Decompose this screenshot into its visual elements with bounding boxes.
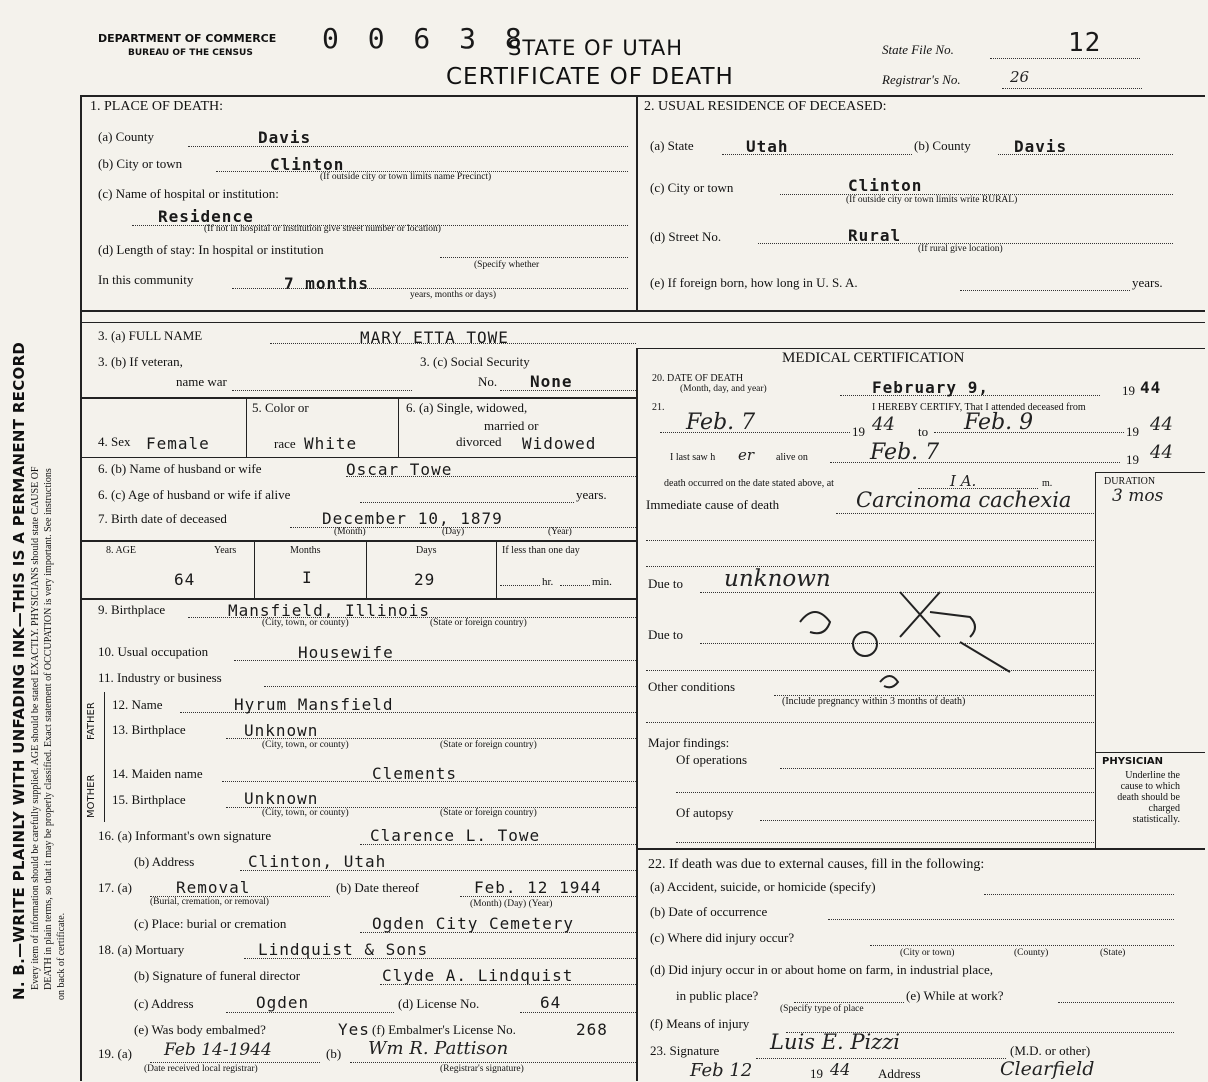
md-label: (M.D. or other) <box>1010 1043 1091 1058</box>
mortuary-address-label: (c) Address <box>134 996 194 1011</box>
from-year-prefix: 19 <box>852 424 865 439</box>
handwritten-scribble <box>780 582 1040 692</box>
embalmed-label: (e) Was body embalmed? <box>134 1022 266 1037</box>
pod-city-note: (If outside city or town limits name Precinct) <box>320 172 492 182</box>
external-title: 22. If death was due to external causes, fill in the following: <box>648 857 985 872</box>
age-years-header: Years <box>214 545 237 556</box>
res-street-label: (d) Street No. <box>650 229 722 244</box>
father-bp-value: Unknown <box>244 721 319 740</box>
age-label: 8. AGE <box>106 545 136 556</box>
registrar-a-label: 19. (a) <box>98 1046 132 1061</box>
funeral-director-value: Clyde A. Lindquist <box>382 966 574 985</box>
to-year-prefix: 19 <box>1126 424 1139 439</box>
full-name-label: 3. (a) FULL NAME <box>98 328 203 343</box>
registrar-note-a: (Date received local registrar) <box>144 1064 258 1074</box>
age-months-header: Months <box>290 545 321 556</box>
birthplace-label: 9. Birthplace <box>98 602 166 617</box>
res-street-value: Rural <box>848 226 902 245</box>
mother-maiden-label: 14. Maiden name <box>112 766 203 781</box>
age-months-value: I <box>302 568 313 587</box>
due-to-2-label: Due to <box>648 627 684 642</box>
external-d-label-2: in public place? <box>676 988 759 1003</box>
embalmer-license-value: 268 <box>576 1020 608 1039</box>
age-less-header: If less than one day <box>502 545 580 556</box>
full-name-value: MARY ETTA TOWE <box>360 328 509 347</box>
registrar-note-b: (Registrar's signature) <box>440 1064 524 1074</box>
res-foreign-label: (e) If foreign born, how long in U. S. A. <box>650 275 858 290</box>
father-bp-note-2: (State or foreign country) <box>440 740 537 750</box>
color-label: 5. Color or <box>252 400 309 415</box>
informant-address-value: Clinton, Utah <box>248 852 387 871</box>
pod-stay-label: (d) Length of stay: In hospital or institution <box>98 242 324 257</box>
pod-community-value: 7 months <box>284 274 370 293</box>
mother-bp-label: 15. Birthplace <box>112 792 186 807</box>
marital-label: 6. (a) Single, widowed, <box>406 400 528 415</box>
pod-city-value: Clinton <box>270 155 345 174</box>
registrar-label: Registrar's No. <box>882 72 961 87</box>
registrar-date-value: Feb 14-1944 <box>164 1040 272 1060</box>
external-d-label: (d) Did injury occur in or about home on farm, in industrial place, <box>650 962 993 977</box>
signature-year: 44 <box>830 1060 851 1079</box>
alive-year: 44 <box>1150 442 1173 463</box>
last-saw-label: I last saw h <box>670 452 716 463</box>
age-days-header: Days <box>416 545 437 556</box>
medical-cert-title: MEDICAL CERTIFICATION <box>782 350 965 366</box>
physician-address: Clearfield <box>1000 1058 1095 1080</box>
registrar-signature: Wm R. Pattison <box>368 1038 509 1059</box>
father-bp-label: 13. Birthplace <box>112 722 186 737</box>
father-name-value: Hyrum Mansfield <box>234 695 394 714</box>
race-value: White <box>304 434 358 453</box>
certify-number: 21. <box>652 402 665 413</box>
birthplace-value: Mansfield, Illinois <box>228 601 431 620</box>
ss-value: None <box>530 372 573 391</box>
pod-hospital-label: (c) Name of hospital or institution: <box>98 186 279 201</box>
immediate-cause-value: Carcinoma cachexia <box>856 488 1072 512</box>
informant-address-label: (b) Address <box>134 854 195 869</box>
physician-note: Underline the cause to which death should be charged statistically. <box>1117 770 1180 825</box>
birth-note-year: (Year) <box>548 527 572 537</box>
duration-value: 3 mos <box>1112 486 1164 506</box>
external-a-label: (a) Accident, suicide, or homicide (specify) <box>650 879 876 894</box>
attended-to-value: Feb. 9 <box>964 410 1034 435</box>
instruction-line-3: on back of certificate. <box>56 912 67 1000</box>
external-e-label: (e) While at work? <box>906 988 1004 1003</box>
mother-maiden-value: Clements <box>372 764 458 783</box>
age-hr-label: hr. <box>542 576 554 588</box>
external-c-note-1: (City or town) <box>900 948 955 958</box>
sex-value: Female <box>146 434 210 453</box>
registrar-b-label: (b) <box>326 1046 342 1061</box>
burial-place-label: (c) Place: burial or cremation <box>134 916 287 931</box>
attended-to-label: to <box>918 424 929 439</box>
license-label: (d) License No. <box>398 996 480 1011</box>
mother-bp-note-2: (State or foreign country) <box>440 808 537 818</box>
due-to-1-label: Due to <box>648 576 684 591</box>
state-file-value: 12 <box>1068 28 1102 58</box>
pod-specify-note: (Specify whether <box>474 260 540 270</box>
mortuary-value: Lindquist & Sons <box>258 940 429 959</box>
external-f-label: (f) Means of injury <box>650 1016 750 1031</box>
birth-note-month: (Month) <box>334 527 366 537</box>
serial-number: 0 0 6 3 8 <box>322 22 528 55</box>
attended-from-year: 44 <box>872 414 895 435</box>
mother-side-label: MOTHER <box>86 774 97 818</box>
last-saw-her: er <box>738 446 755 464</box>
pod-hospital-note: (If not in hospital or institution give street number or location) <box>204 224 441 234</box>
bureau-label: BUREAU OF THE CENSUS <box>128 48 253 58</box>
license-value: 64 <box>540 993 562 1012</box>
due-to-1-value: unknown <box>724 566 831 592</box>
pod-county-label: (a) County <box>98 129 154 144</box>
state-file-label: State File No. <box>882 42 954 57</box>
certify-text: I HEREBY CERTIFY, That I attended deceased from <box>872 402 1086 413</box>
marital-label-3: divorced <box>456 434 502 449</box>
veteran-war-label: name war <box>176 374 227 389</box>
burial-place-value: Ogden City Cemetery <box>372 914 575 933</box>
external-d-note: (Specify type of place <box>780 1004 864 1014</box>
pod-county-value: Davis <box>258 128 312 147</box>
sig-year-prefix: 19 <box>810 1066 823 1081</box>
physician-signature: Luis E. Pizzi <box>770 1030 901 1054</box>
other-conditions-note: (Include pregnancy within 3 months of death) <box>782 696 966 707</box>
res-city-label: (c) City or town <box>650 180 734 195</box>
informant-label: 16. (a) Informant's own signature <box>98 828 272 843</box>
permanent-record-note: N. B.—WRITE PLAINLY WITH UNFADING INK—THIS IS A PERMANENT RECORD <box>10 341 28 1000</box>
res-state-label: (a) State <box>650 138 694 153</box>
instruction-line-1: Every item of information should be carefully supplied. AGE should be stated EXACTLY. PHYSICIANS should state CAUSE OF <box>30 466 41 990</box>
age-min-label: min. <box>592 576 612 588</box>
embalmer-license-label: (f) Embalmer's License No. <box>372 1022 516 1037</box>
state-title: STATE OF UTAH <box>508 36 684 60</box>
sex-label: 4. Sex <box>98 434 131 449</box>
pod-community-note: years, months or days) <box>410 290 497 300</box>
res-county-value: Davis <box>1014 137 1068 156</box>
external-c-label: (c) Where did injury occur? <box>650 930 795 945</box>
occupation-label: 10. Usual occupation <box>98 644 209 659</box>
burial-a-label: 17. (a) <box>98 880 132 895</box>
res-city-note: (If outside city or town limits write RURAL) <box>846 195 1018 205</box>
department-label: DEPARTMENT OF COMMERCE <box>98 32 277 45</box>
father-name-label: 12. Name <box>112 697 163 712</box>
marital-label-2: married or <box>484 418 539 433</box>
funeral-director-label: (b) Signature of funeral director <box>134 968 301 983</box>
occupation-value: Housewife <box>298 643 394 662</box>
res-state-value: Utah <box>746 137 789 156</box>
pod-hospital-value: Residence <box>158 207 254 226</box>
certificate-title: CERTIFICATE OF DEATH <box>446 64 734 90</box>
birthplace-note-2: (State or foreign country) <box>430 618 527 628</box>
birth-date-value: December 10, 1879 <box>322 509 503 528</box>
informant-value: Clarence L. Towe <box>370 826 541 845</box>
husband-age-years: years. <box>576 487 607 502</box>
duration-label: DURATION <box>1104 476 1156 487</box>
of-operations-label: Of operations <box>676 752 748 767</box>
res-city-value: Clinton <box>848 176 923 195</box>
embalmed-value: Yes <box>338 1020 370 1039</box>
res-county-label: (b) County <box>914 138 971 153</box>
industry-label: 11. Industry or business <box>98 670 222 685</box>
husband-value: Oscar Towe <box>346 460 453 479</box>
m-label: m. <box>1042 478 1053 489</box>
race-label: race <box>274 436 296 451</box>
alive-on-label: alive on <box>776 452 808 463</box>
external-c-note-2: (County) <box>1014 948 1049 958</box>
dod-year-value: 44 <box>1140 378 1162 397</box>
of-autopsy-label: Of autopsy <box>676 805 734 820</box>
mortuary-address-value: Ogden <box>256 993 310 1012</box>
mortuary-label: 18. (a) Mortuary <box>98 942 185 957</box>
date-of-death-label: 20. DATE OF DEATH <box>652 373 744 384</box>
signature-label: 23. Signature <box>650 1043 720 1058</box>
pod-community-label: In this community <box>98 272 194 287</box>
res-foreign-suffix: years. <box>1132 275 1163 290</box>
death-time-value: I A. <box>950 472 977 490</box>
signature-date-value: Feb 12 <box>690 1060 753 1081</box>
dod-year-prefix: 19 <box>1122 383 1135 398</box>
burial-a-note: (Burial, cremation, or removal) <box>150 897 269 907</box>
registrar-value: 26 <box>1010 68 1030 86</box>
veteran-label: 3. (b) If veteran, <box>98 354 183 369</box>
immediate-cause-label: Immediate cause of death <box>646 497 780 512</box>
external-c-note-3: (State) <box>1100 948 1126 958</box>
pod-city-label: (b) City or town <box>98 156 183 171</box>
attended-to-year: 44 <box>1150 414 1173 435</box>
date-of-death-note: (Month, day, and year) <box>680 384 767 394</box>
ss-no-label: No. <box>478 374 498 389</box>
other-conditions-label: Other conditions <box>648 679 736 694</box>
mother-bp-value: Unknown <box>244 789 319 808</box>
address-label: Address <box>878 1066 921 1081</box>
occurred-label: death occurred on the date stated above, at <box>664 478 834 489</box>
birth-note-day: (Day) <box>442 527 465 537</box>
age-years-value: 64 <box>174 570 196 589</box>
physician-title: PHYSICIAN <box>1102 756 1164 767</box>
date-of-death-value: February 9, <box>872 378 989 397</box>
instruction-line-2: DEATH in plain terms, so that it may be properly classified. Exact statement of OCCUPATION is very important. See instructions <box>43 468 54 990</box>
marital-value: Widowed <box>522 434 597 453</box>
ss-label: 3. (c) Social Security <box>420 354 530 369</box>
external-b-label: (b) Date of occurrence <box>650 904 768 919</box>
husband-label: 6. (b) Name of husband or wife <box>98 461 262 476</box>
father-side-label: FATHER <box>86 702 97 740</box>
attended-from-value: Feb. 7 <box>686 410 756 435</box>
alive-on-value: Feb. 7 <box>870 440 940 465</box>
husband-age-label: 6. (c) Age of husband or wife if alive <box>98 487 291 502</box>
father-bp-note-1: (City, town, or county) <box>262 740 349 750</box>
residence-title: 2. USUAL RESIDENCE OF DECEASED: <box>644 99 887 114</box>
mother-bp-note-1: (City, town, or county) <box>262 808 349 818</box>
burial-date-value: Feb. 12 1944 <box>474 878 602 897</box>
major-findings-label: Major findings: <box>648 735 730 750</box>
birth-date-label: 7. Birth date of deceased <box>98 511 227 526</box>
burial-date-label: (b) Date thereof <box>336 880 420 895</box>
birthplace-note-1: (City, town, or county) <box>262 618 349 628</box>
place-of-death-title: 1. PLACE OF DEATH: <box>90 99 224 114</box>
age-days-value: 29 <box>414 570 436 589</box>
res-street-note: (If rural give location) <box>918 244 1003 254</box>
burial-a-value: Removal <box>176 878 251 897</box>
burial-date-note: (Month) (Day) (Year) <box>470 899 553 909</box>
alive-year-prefix: 19 <box>1126 452 1139 467</box>
